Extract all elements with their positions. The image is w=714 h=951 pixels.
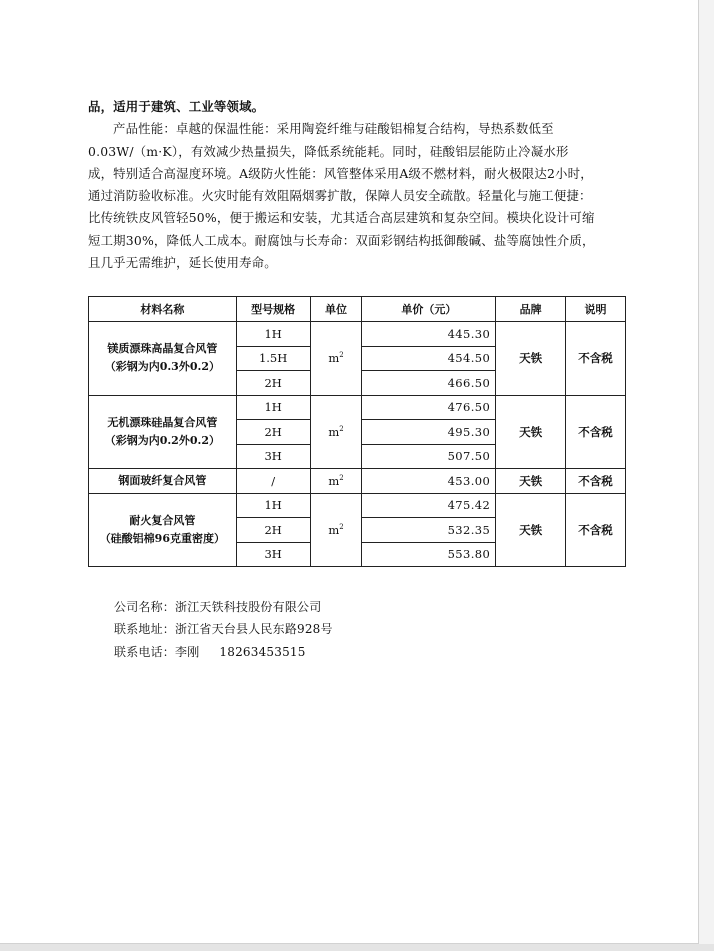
unit-cell: $m^2$ — [310, 322, 362, 396]
spec-cell: 1H — [236, 395, 310, 420]
material-name: 钢面玻纤复合风管 — [89, 469, 237, 494]
unit-cell: $m^2$ — [310, 493, 362, 567]
material-name: 耐火复合风管 （硅酸铝棉96克重密度） — [89, 493, 237, 567]
price-cell: 466.50 — [362, 371, 496, 396]
spec-cell: 2H — [236, 371, 310, 396]
material-name: 镁质漂珠高晶复合风管 （彩钢为内0.3外0.2） — [89, 322, 237, 396]
spec-cell: 1.5H — [236, 346, 310, 371]
header-spec: 型号规格 — [236, 297, 310, 322]
phone-number: 18263453515 — [219, 644, 306, 659]
note-cell: 不含税 — [566, 469, 626, 494]
contact-info — [114, 596, 333, 663]
unit-cell: $m^2$ — [310, 395, 362, 469]
price-cell: 476.50 — [362, 395, 496, 420]
note-cell: 不含税 — [566, 395, 626, 469]
unit-cell: $m^2$ — [310, 469, 362, 494]
brand-cell: 天铁 — [496, 493, 566, 567]
note-cell: 不含税 — [566, 322, 626, 396]
material-name: 无机漂珠硅晶复合风管 （彩钢为内0.2外0.2） — [89, 395, 237, 469]
address-value: 浙江省天台县人民东路928号 — [175, 622, 333, 637]
company-line — [114, 596, 333, 618]
table-row — [89, 322, 626, 347]
table-header-row — [89, 297, 626, 322]
viewer-bottom-edge — [0, 944, 714, 951]
address-line — [114, 618, 333, 640]
table-row — [89, 469, 626, 494]
company-name: 浙江天铁科技股份有限公司 — [175, 600, 322, 614]
phone-line — [114, 641, 333, 663]
price-table — [88, 296, 626, 567]
spec-cell: 1H — [236, 493, 310, 518]
viewer-side-edge — [699, 0, 714, 951]
brand-cell: 天铁 — [496, 469, 566, 494]
contact-person: 李刚 — [175, 644, 200, 659]
header-price: 单价（元） — [362, 297, 496, 322]
price-cell: 553.80 — [362, 542, 496, 567]
price-cell: 507.50 — [362, 444, 496, 469]
paragraph-performance: 产品性能：卓越的保温性能：采用陶瓷纤维与硅酸铝棉复合结构，导热系数低至 0.03W/（m·K），有效减少热量损失，降低系统能耗。同时，硅酸铝层能防止冷凝水形 成，特别适合高湿度环境。A级防火性能：风管整体采用A级不燃材料，耐火极限达2小时， 通过消防验收标准。火灾时能有效阻隔烟雾扩散，保障人员安全疏散。轻量化与施工便捷： 比传统铁皮风管轻50%，便于搬运和安装，尤其适合高层建筑和复杂空间。模块化设计可缩 短工期30%，降低人工成本。耐腐蚀与长寿命：双面彩钢结构抵御酸碱、盐等腐蚀性介质， 且几乎无需维护，延长使用寿命。 — [88, 121, 595, 271]
price-cell: 532.35 — [362, 518, 496, 543]
spec-cell: 2H — [236, 420, 310, 445]
header-material: 材料名称 — [89, 297, 237, 322]
spec-cell: / — [236, 469, 310, 494]
spec-cell: 3H — [236, 444, 310, 469]
header-brand: 品牌 — [496, 297, 566, 322]
brand-cell: 天铁 — [496, 395, 566, 469]
spec-cell: 3H — [236, 542, 310, 567]
header-note: 说明 — [566, 297, 626, 322]
price-cell: 454.50 — [362, 346, 496, 371]
spec-cell: 2H — [236, 518, 310, 543]
note-cell: 不含税 — [566, 493, 626, 567]
price-cell: 445.30 — [362, 322, 496, 347]
header-unit: 单位 — [310, 297, 362, 322]
price-cell: 495.30 — [362, 420, 496, 445]
phone-label: 联系电话： — [114, 644, 176, 659]
price-cell: 453.00 — [362, 469, 496, 494]
brand-cell: 天铁 — [496, 322, 566, 396]
product-description — [88, 96, 628, 274]
table-row — [89, 395, 626, 420]
table-row — [89, 493, 626, 518]
address-label: 联系地址： — [114, 622, 176, 637]
paragraph-intro-tail: 品，适用于建筑、工业等领域。 — [88, 99, 265, 114]
price-cell: 475.42 — [362, 493, 496, 518]
spec-cell: 1H — [236, 322, 310, 347]
company-label: 公司名称： — [114, 600, 176, 614]
